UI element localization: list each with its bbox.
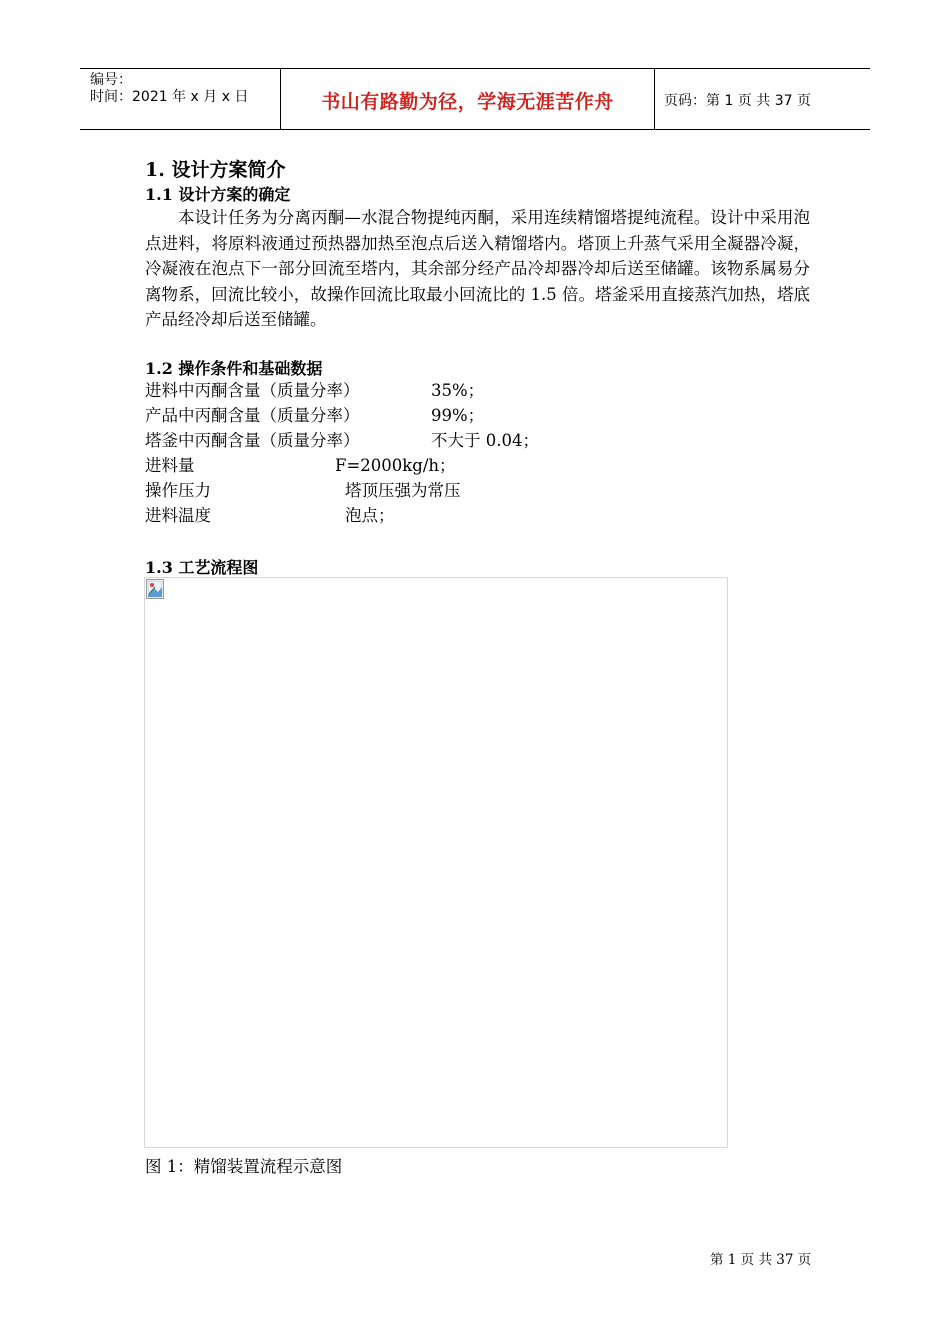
subsection-title-1-3: 1.3 工艺流程图 [145, 558, 259, 577]
process-flow-figure [144, 577, 728, 1148]
design-intro-paragraph: 本设计任务为分离丙酮—水混合物提纯丙酮，采用连续精馏塔提纯流程。设计中采用泡点进料，将原料液通过预热器加热至泡点后送入精馏塔内。塔顶上升蒸气采用全凝器冷凝，冷凝液在泡点下一部分回流至塔内，其余部分经产品冷却器冷却后送至储罐。该物系属易分离物系，回流比较小，故操作回流比取最小回流比的 1.5 倍。塔釜采用直接蒸汽加热，塔底产品经冷却后送至储罐。 [145, 208, 810, 329]
condition-value: 泡点； [345, 506, 395, 525]
header-page-info: 页码：第 1 页 共 37 页 [664, 93, 811, 109]
condition-label: 进料温度 [145, 506, 211, 525]
condition-value: 塔顶压强为常压 [345, 481, 461, 500]
condition-label: 操作压力 [145, 481, 211, 500]
header-motto: 书山有路勤为径，学海无涯苦作舟 [321, 91, 614, 113]
section-title: 1. 设计方案简介 [145, 159, 286, 181]
condition-value: 35%； [431, 381, 485, 400]
subsection-title-1-2: 1.2 操作条件和基础数据 [145, 359, 323, 378]
subsection-title-1-1: 1.1 设计方案的确定 [145, 185, 291, 204]
condition-value: 不大于 0.04； [431, 431, 539, 450]
header-right-cell [654, 69, 870, 129]
document-header [80, 68, 870, 130]
figure-caption: 图 1：精馏装置流程示意图 [145, 1157, 343, 1176]
condition-label: 进料中丙酮含量（质量分率） [145, 381, 360, 400]
condition-label: 塔釜中丙酮含量（质量分率） [145, 431, 360, 450]
header-left-cell [80, 69, 280, 129]
header-middle-cell [280, 69, 655, 129]
condition-value: F=2000kg/h； [335, 456, 456, 475]
page-footer: 第 1 页 共 37 页 [710, 1252, 812, 1268]
broken-image-icon [146, 579, 164, 599]
code-label: 编号： [90, 72, 132, 88]
condition-label: 进料量 [145, 456, 195, 475]
condition-value: 99%； [431, 406, 485, 425]
time-text: 时间：2021 年 x 月 x 日 [90, 89, 249, 105]
condition-label: 产品中丙酮含量（质量分率） [145, 406, 360, 425]
